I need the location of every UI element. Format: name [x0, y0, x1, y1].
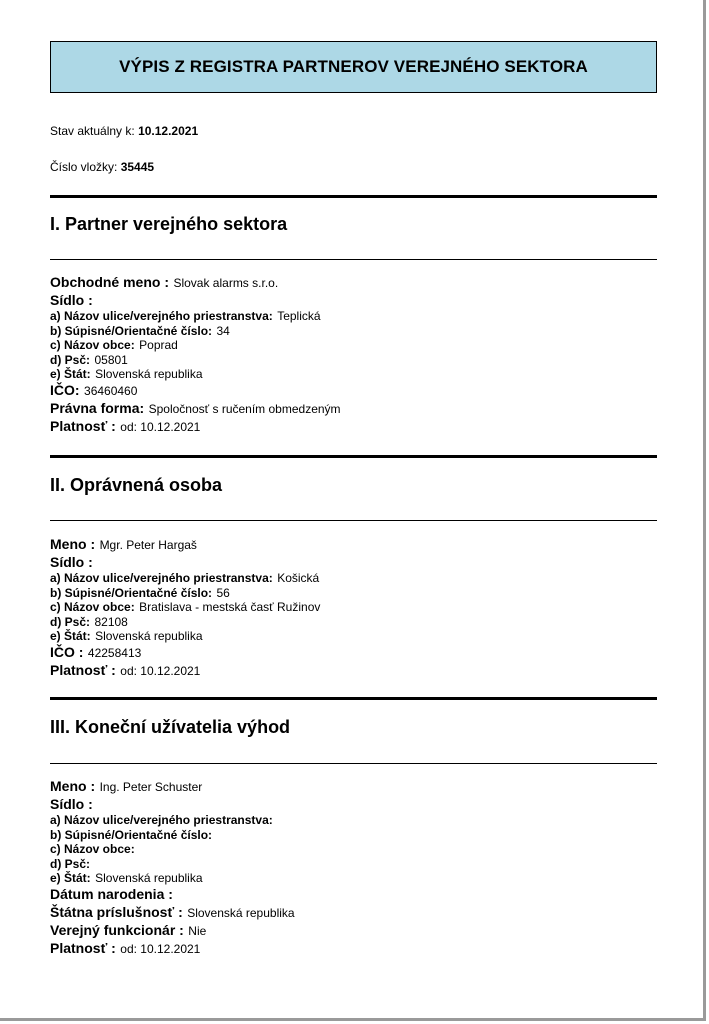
status-date-value: 10.12.2021: [138, 124, 199, 138]
field-seat: [50, 292, 657, 309]
section-1-content: [50, 274, 657, 436]
section-divider: [50, 195, 657, 198]
field-value: Slovenská republika: [95, 629, 203, 644]
field-value: od: 10.12.2021: [120, 941, 201, 956]
field-label: Meno :: [50, 778, 96, 794]
field-value: 82108: [94, 614, 128, 629]
field-birth-date: [50, 886, 657, 904]
field-value: Nie: [188, 923, 207, 938]
section-divider-thin: [50, 520, 657, 521]
insert-number-label: Číslo vložky:: [50, 160, 118, 174]
field-country: [50, 629, 657, 644]
field-label: Platnosť :: [50, 939, 116, 956]
field-name: [50, 778, 657, 796]
field-label: Verejný funkcionár :: [50, 921, 184, 938]
field-value: Ing. Peter Schuster: [99, 780, 203, 794]
field-city: [50, 600, 657, 615]
field-label: Štátna príslušnosť :: [50, 903, 183, 920]
field-name: [50, 536, 657, 554]
field-value: Slovenská republika: [187, 905, 295, 920]
field-label: Sídlo :: [50, 796, 93, 812]
field-value: Poprad: [139, 338, 178, 353]
status-date-line: [50, 124, 198, 138]
field-label: IČO :: [50, 643, 84, 660]
section-divider: [50, 697, 657, 700]
field-label: e) Štát:: [50, 367, 91, 382]
field-label: d) Psč:: [50, 614, 91, 629]
field-validity: [50, 418, 657, 436]
section-divider: [50, 455, 657, 458]
field-label: Sídlo :: [50, 554, 93, 570]
section-1-title: I. Partner verejného sektora: [50, 214, 288, 234]
field-label: c) Názov obce:: [50, 338, 135, 353]
field-label: a) Názov ulice/verejného priestranstva:: [50, 813, 273, 827]
field-label: Meno :: [50, 536, 96, 552]
section-2-content: [50, 536, 657, 680]
field-seat: [50, 796, 657, 813]
field-label: c) Názov obce:: [50, 842, 135, 857]
document-title: VÝPIS Z REGISTRA PARTNEROV VEREJNÉHO SEKTORA: [50, 41, 657, 93]
field-city: [50, 842, 657, 857]
field-street: [50, 813, 657, 828]
field-ico: [50, 644, 657, 662]
field-postal-code: [50, 353, 657, 368]
field-city: [50, 338, 657, 353]
field-number: [50, 324, 657, 339]
field-validity: [50, 662, 657, 680]
field-value: Mgr. Peter Hargaš: [99, 538, 197, 552]
field-value: Slovak alarms s.r.o.: [173, 276, 279, 290]
field-public-official: [50, 922, 657, 940]
section-2-title: II. Oprávnená osoba: [50, 475, 223, 495]
field-value: od: 10.12.2021: [120, 419, 201, 434]
section-3-content: [50, 778, 657, 958]
field-label: d) Psč:: [50, 352, 91, 367]
field-value: od: 10.12.2021: [120, 663, 201, 678]
field-label: b) Súpisné/Orientačné číslo:: [50, 585, 213, 600]
field-country: [50, 871, 657, 886]
status-date-label: Stav aktuálny k:: [50, 124, 135, 138]
field-value: Spoločnosť s ručením obmedzeným: [148, 401, 341, 416]
field-label: Platnosť :: [50, 661, 116, 678]
field-value: 56: [216, 585, 230, 600]
insert-number-line: [50, 160, 154, 174]
field-label: Sídlo :: [50, 292, 93, 308]
field-value: 42258413: [87, 645, 142, 660]
field-label: Dátum narodenia :: [50, 885, 173, 902]
field-street: [50, 571, 657, 586]
field-value: 05801: [94, 352, 128, 367]
field-value: Teplická: [277, 309, 321, 323]
field-postal-code: [50, 857, 657, 872]
section-divider-thin: [50, 763, 657, 764]
field-value: Slovenská republika: [95, 871, 203, 886]
section-3-title: III. Koneční užívatelia výhod: [50, 717, 291, 737]
field-value: 36460460: [84, 383, 138, 398]
field-validity: [50, 940, 657, 958]
field-number: [50, 828, 657, 843]
field-label: a) Názov ulice/verejného priestranstva:: [50, 309, 273, 323]
field-nationality: [50, 904, 657, 922]
field-street: [50, 309, 657, 324]
field-business-name: [50, 274, 657, 292]
field-seat: [50, 554, 657, 571]
field-value: Košická: [277, 571, 320, 585]
field-value: 34: [216, 323, 230, 338]
field-label: b) Súpisné/Orientačné číslo:: [50, 827, 213, 842]
field-label: Obchodné meno :: [50, 274, 169, 290]
field-label: b) Súpisné/Orientačné číslo:: [50, 323, 213, 338]
field-label: e) Štát:: [50, 629, 91, 644]
section-divider-thin: [50, 259, 657, 260]
field-country: [50, 367, 657, 382]
field-value: Slovenská republika: [95, 367, 203, 382]
field-label: Právna forma:: [50, 399, 145, 416]
field-label: IČO:: [50, 381, 80, 398]
field-label: Platnosť :: [50, 417, 116, 434]
field-number: [50, 586, 657, 601]
field-label: e) Štát:: [50, 871, 91, 886]
field-label: c) Názov obce:: [50, 600, 135, 615]
insert-number-value: 35445: [120, 160, 155, 174]
field-ico: [50, 382, 657, 400]
field-legal-form: [50, 400, 657, 418]
field-postal-code: [50, 615, 657, 630]
field-label: d) Psč:: [50, 856, 91, 871]
field-label: a) Názov ulice/verejného priestranstva:: [50, 571, 273, 585]
field-value: Bratislava - mestská časť Ružinov: [139, 600, 321, 615]
